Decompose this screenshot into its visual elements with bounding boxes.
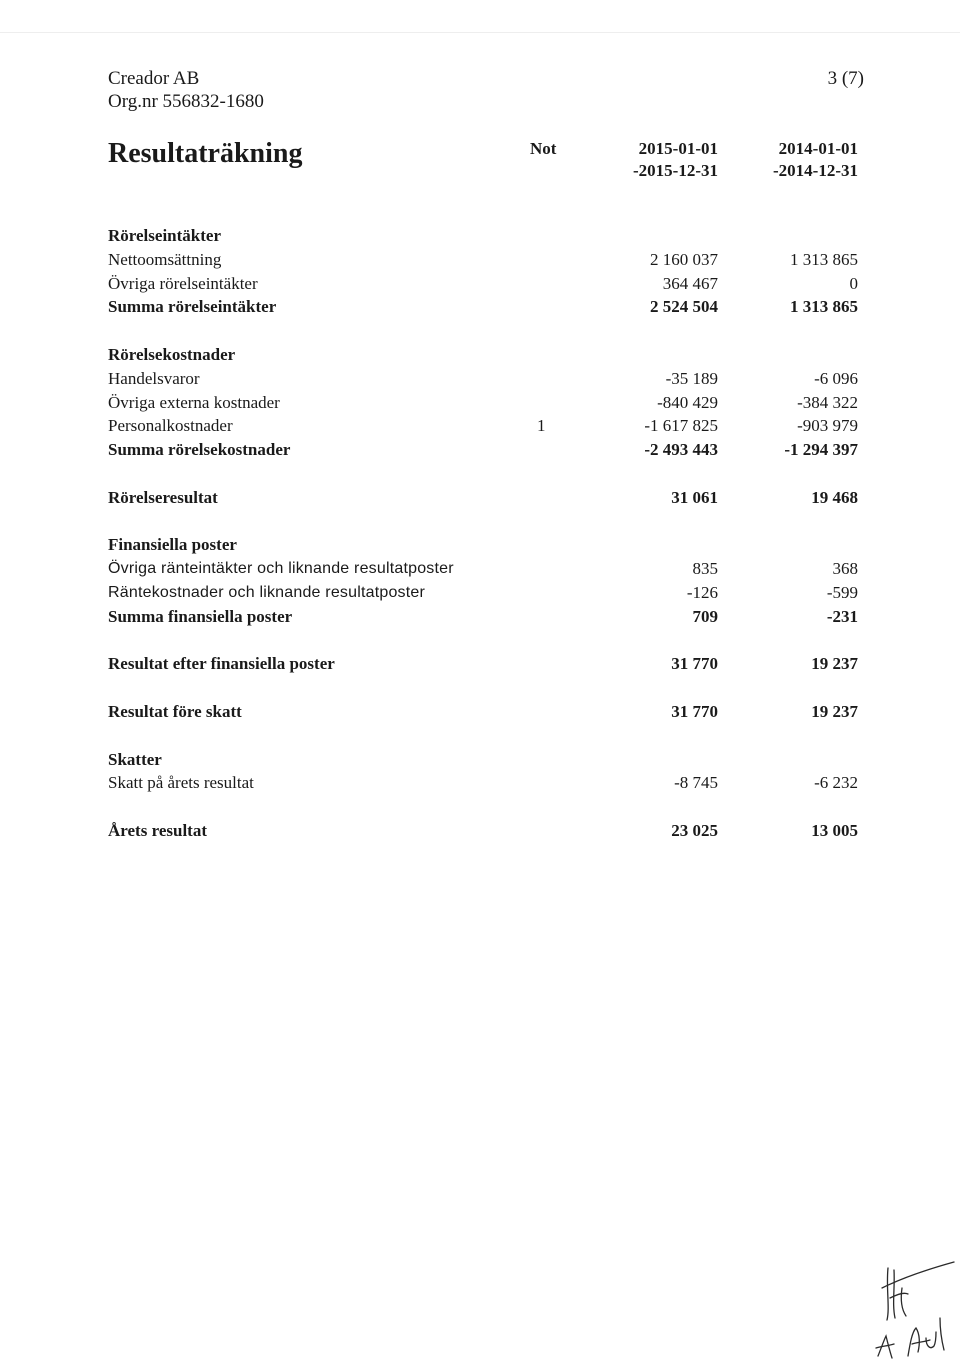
- row-value-2014: 19 468: [811, 487, 858, 507]
- statement-row-finansiella-poster: [0, 533, 960, 557]
- row-label: Övriga rörelseintäkter: [108, 273, 258, 293]
- row-label: Handelsvaror: [108, 368, 200, 388]
- row-value-2014: -384 322: [797, 392, 858, 412]
- statement-row-summa-rorelsekostnader: [0, 438, 960, 462]
- row-value-2014: 1 313 865: [790, 297, 858, 317]
- row-value-2014: -599: [826, 582, 858, 602]
- row-value-2015: 709: [692, 606, 718, 626]
- row-spacer: [0, 724, 960, 748]
- row-value-2014: 0: [849, 273, 858, 293]
- column-header-2015: [600, 138, 718, 182]
- column-header-2014-end: -2014-12-31: [773, 161, 858, 180]
- scan-top-edge: [0, 32, 960, 33]
- row-label: Rörelseintäkter: [108, 226, 221, 245]
- statement-row-nettoomsattning: [0, 248, 960, 272]
- page-title: Resultaträkning: [108, 138, 303, 169]
- row-label: Summa rörelsekostnader: [108, 440, 291, 460]
- row-value-2015: 23 025: [671, 820, 718, 840]
- row-value-2015: 31 061: [671, 487, 718, 507]
- statement-row-skatt-pa-arets-resultat: [0, 771, 960, 795]
- statement-row-skatter: [0, 748, 960, 772]
- row-value-2014: -231: [826, 606, 858, 626]
- row-label: Summa finansiella poster: [108, 606, 293, 626]
- statement-row-handelsvaror: [0, 367, 960, 391]
- row-value-2015: -126: [686, 582, 718, 602]
- row-spacer: [0, 462, 960, 486]
- row-value-2014: -6 232: [814, 773, 858, 793]
- statement-row-rorelsekostnader: [0, 343, 960, 367]
- row-value-2014: -903 979: [797, 416, 858, 436]
- handwritten-signature-icon: [868, 1258, 958, 1366]
- row-label: Skatt på årets resultat: [108, 773, 254, 793]
- row-spacer: [0, 319, 960, 343]
- row-label: Årets resultat: [108, 820, 207, 840]
- statement-row-resultat-fore-skatt: [0, 700, 960, 724]
- row-value-2014: -1 294 397: [784, 440, 858, 460]
- page-number: 3 (7): [827, 68, 864, 89]
- row-label: Skatter: [108, 749, 162, 769]
- statement-row-resultat-efter-finansiella-poster: [0, 652, 960, 676]
- statement-row-summa-rorelseintakter: [0, 295, 960, 319]
- row-label: Personalkostnader: [108, 416, 233, 436]
- row-value-2014: 19 237: [811, 701, 858, 721]
- row-spacer: [0, 629, 960, 653]
- column-header-2015-start: 2015-01-01: [638, 139, 718, 158]
- row-label: Nettoomsättning: [108, 249, 222, 269]
- column-header-2014: [740, 138, 858, 182]
- row-spacer: [0, 795, 960, 819]
- row-value-2015: 2 524 504: [650, 297, 718, 317]
- row-label: Rörelseresultat: [108, 487, 218, 507]
- row-note-ref: 1: [537, 416, 546, 436]
- column-header-2015-end: -2015-12-31: [633, 161, 718, 180]
- row-label: Finansiella poster: [108, 535, 237, 555]
- row-value-2015: -8 745: [674, 773, 718, 793]
- company-name: Creador AB: [108, 68, 200, 89]
- statement-row-ovriga-ranteintakter-och-liknande-resultatposter: [0, 557, 960, 581]
- row-label: Resultat efter finansiella poster: [108, 654, 335, 674]
- row-label: Övriga externa kostnader: [108, 392, 280, 412]
- row-label: Övriga ränteintäkter och liknande resultatposter: [108, 560, 454, 578]
- row-value-2015: 835: [692, 559, 718, 579]
- row-spacer: [0, 510, 960, 534]
- statement-row-ovriga-externa-kostnader: [0, 391, 960, 415]
- statement-row-rantekostnader-och-liknande-resultatposter: [0, 581, 960, 605]
- row-value-2015: -2 493 443: [644, 440, 718, 460]
- row-value-2014: 13 005: [811, 820, 858, 840]
- row-value-2015: -35 189: [665, 368, 718, 388]
- column-header-2014-start: 2014-01-01: [778, 139, 858, 158]
- row-value-2015: -1 617 825: [644, 416, 718, 436]
- row-value-2014: 19 237: [811, 654, 858, 674]
- row-label: Summa rörelseintäkter: [108, 297, 277, 317]
- statement-row-personalkostnader: [0, 414, 960, 438]
- row-value-2014: -6 096: [814, 368, 858, 388]
- statement-row-summa-finansiella-poster: [0, 605, 960, 629]
- row-spacer: [0, 676, 960, 700]
- row-value-2015: 364 467: [662, 273, 718, 293]
- row-label: Räntekostnader och liknande resultatposter: [108, 583, 426, 601]
- row-value-2015: 2 160 037: [650, 249, 718, 269]
- row-value-2015: -840 429: [657, 392, 718, 412]
- income-statement-table: [0, 224, 960, 843]
- statement-row-arets-resultat: [0, 819, 960, 843]
- row-value-2015: 31 770: [671, 701, 718, 721]
- statement-row-rorelseresultat: [0, 486, 960, 510]
- row-label: Resultat före skatt: [108, 701, 242, 721]
- row-label: Rörelsekostnader: [108, 344, 236, 364]
- row-value-2014: 1 313 865: [790, 249, 858, 269]
- row-value-2015: 31 770: [671, 654, 718, 674]
- row-value-2014: 368: [832, 559, 858, 579]
- org-number: Org.nr 556832-1680: [108, 91, 264, 112]
- column-header-not: Not: [530, 139, 557, 158]
- statement-row-ovriga-rorelseintakter: [0, 272, 960, 296]
- statement-row-rorelseintakter: [0, 224, 960, 248]
